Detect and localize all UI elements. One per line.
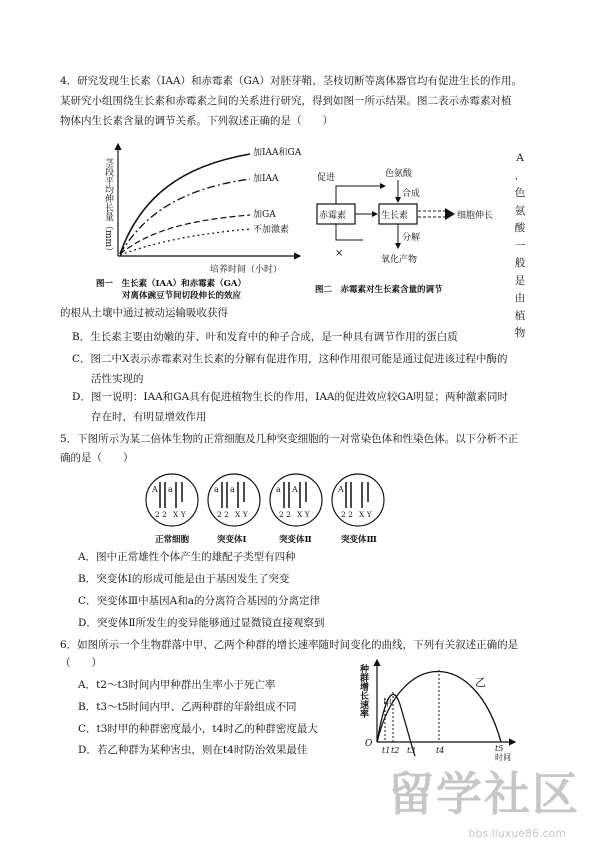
fig1-y-label: 茎段平均伸长量（mm）	[103, 158, 113, 257]
q4-option-a-vertical	[513, 150, 527, 343]
fig1-caption-1: 图一 生长素（IAA）和赤霉素（GA）	[96, 279, 247, 289]
q6-label-yi: 乙	[475, 676, 486, 689]
option-a-char: 物	[514, 327, 526, 339]
watermark-logo: 留学社区	[388, 767, 580, 821]
q6-tick-t1: t1	[382, 746, 391, 755]
option-a-char: 色	[514, 187, 526, 199]
q4-option-a-continued: 的根从土壤中通过被动运输吸收获得	[60, 307, 228, 319]
sex-chromosome-label: X Y	[297, 510, 310, 519]
q6-option-d: D．若乙种群为某种害虫，则在t4时防治效果最佳	[78, 744, 308, 756]
fig2-oxidation-product: 氧化产物	[381, 255, 418, 265]
fig1-caption-2: 对离体豌豆节间切段伸长的效应	[122, 291, 242, 301]
q4-stem-line-2: 某研究小组围绕生长素和赤霉素之间的关系进行研究，得到如图一所示结果。图二表示赤霉素对植	[60, 95, 512, 107]
sex-chromosome-label: X Y	[359, 510, 372, 519]
q6-x-label: 时间	[495, 753, 511, 761]
q6-option-b: B．t3～t5时间内甲、乙两种群的年龄组成不同	[78, 701, 297, 713]
option-a-char: 植	[514, 309, 526, 322]
fig2-caption: 图二 赤霉素对生长素含量的调节	[315, 285, 443, 295]
chromosome-number: 2 2	[217, 510, 229, 519]
option-a-char: 是	[514, 274, 526, 287]
gene-label: a	[214, 485, 219, 494]
q5-stem-line-2: 确的是（ ）	[60, 452, 134, 464]
q6-tick-t3: t3	[407, 746, 416, 755]
q5-option-c: C．突变体Ⅲ中基因A和a的分离符合基因的分离定律	[78, 595, 321, 607]
option-a-char: A	[516, 152, 524, 164]
sex-chromosome-label: X Y	[173, 510, 186, 519]
fig2-tryptophan: 色氨酸	[385, 169, 413, 179]
q4-stem-line-3: 物体内生长素含量的调节关系。下列叙述正确的是（ ）	[60, 115, 333, 127]
q6-tick-t5: t5	[495, 744, 504, 753]
q4-option-d-line-2: 存在时，有明显增效作用	[91, 411, 207, 423]
q5-option-b: B．突变体Ⅰ的形成可能是由于基因发生了突变	[78, 573, 290, 585]
q4-option-b: B．生长素主要由幼嫩的芽、叶和发育中的种子合成，是一种具有调节作用的蛋白质	[72, 331, 458, 343]
figure-1-auxin-gibberellin-effect	[60, 138, 320, 308]
sex-chromosome-label: X Y	[235, 510, 248, 519]
q6-stem-line-2: （ ）	[60, 657, 102, 669]
q6-origin: O	[365, 739, 373, 749]
chromosome-number: 2 2	[341, 510, 353, 519]
figure-2-regulation-diagram	[305, 160, 515, 300]
cell-caption: 突变体Ⅰ	[217, 535, 247, 545]
q6-y-label: 种群增长速率	[358, 664, 368, 718]
gene-label: A	[152, 485, 158, 494]
fig2-synthesis: 合成	[402, 189, 421, 199]
q6-stem-line-1: 6．如图所示一个生物群落中甲、乙两个种群的增长速率随时间变化的曲线，下列有关叙述正确的是	[60, 639, 519, 651]
fig2-gibberellin: 赤霉素	[319, 211, 347, 221]
fig2-promote: 促进	[317, 173, 336, 183]
fig1-x-label: 培养时间（小时）	[210, 265, 283, 275]
q6-option-c: C．t3时甲的种群密度最小，t4时乙的种群密度最大	[78, 723, 318, 735]
fig2-x-mark: ×	[335, 248, 344, 259]
cell-caption: 正常细胞	[155, 535, 190, 545]
fig1-curve-control	[120, 229, 250, 255]
cell-circle	[208, 474, 260, 526]
option-a-char: ．	[514, 169, 526, 182]
cell-circle	[270, 474, 322, 526]
gene-label: a	[230, 485, 235, 494]
gene-label: A	[338, 485, 344, 494]
cell-circle	[332, 474, 384, 526]
gene-label: A	[292, 485, 298, 494]
q6-growth-rate-figure	[355, 656, 525, 761]
cell-circle	[146, 474, 198, 526]
fig1-label-control: 不加激素	[253, 225, 290, 235]
fig1-curve-iaa-ga	[120, 154, 250, 254]
watermark-url: bbs.liuxue86.com	[468, 827, 566, 840]
gene-label: a	[276, 485, 281, 494]
q6-tick-t4: t4	[436, 746, 445, 755]
q5-option-a: A．图中正常雄性个体产生的雄配子类型有四种	[78, 551, 296, 563]
q5-stem-line-1: 5．下图所示为某二倍体生物的正常细胞及几种突变细胞的一对常染色体和性染色体。以下分析不正	[60, 433, 519, 445]
cell-caption: 突变体Ⅲ	[341, 535, 377, 545]
option-a-char: 由	[514, 292, 526, 304]
q5-cells-figure	[140, 470, 400, 550]
fig1-label-iaa: 加IAA	[253, 174, 279, 184]
fig1-label-iaa-ga: 加IAA和GA	[253, 148, 302, 158]
option-a-char: 一	[514, 239, 526, 252]
fig1-label-ga: 加GA	[253, 210, 276, 220]
q6-label-jia: 甲	[383, 699, 393, 709]
fig2-cell-elongation: 细胞伸长	[457, 211, 494, 221]
q6-tick-t2: t2	[391, 746, 400, 755]
cell-caption: 突变体Ⅱ	[279, 535, 312, 545]
q4-stem-line-1: 4．研究发现生长素（IAA）和赤霉素（GA）对胚芽鞘、茎枝切断等离体器官均有促进生长的作用。	[60, 75, 522, 87]
fig2-decomposition: 分解	[402, 233, 421, 243]
q6-option-a: A．t2～t3时间内甲种群出生率小于死亡率	[78, 679, 276, 691]
option-a-char: 般	[514, 257, 526, 269]
q4-option-c-line-2: 活性实现的	[91, 373, 144, 385]
chromosome-number: 2 2	[279, 510, 291, 519]
q4-option-c-line-1: C．图二中X表示赤霉素对生长素的分解有促进作用，这种作用很可能是通过促进该过程中酶的	[72, 353, 508, 365]
q4-option-d-line-1: D．图一说明：IAA和GA具有促进植物生长的作用，IAA的促进效应较GA明显；两种激素同时	[72, 391, 508, 403]
option-a-char: 酸	[514, 222, 526, 234]
gene-label: a	[168, 485, 173, 494]
chromosome-number: 2 2	[155, 510, 167, 519]
fig2-auxin: 生长素	[381, 211, 409, 221]
option-a-char: 氨	[514, 204, 526, 217]
q5-option-d: D．突变体Ⅱ所发生的变异能够通过显微镜直接观察到	[78, 617, 325, 629]
